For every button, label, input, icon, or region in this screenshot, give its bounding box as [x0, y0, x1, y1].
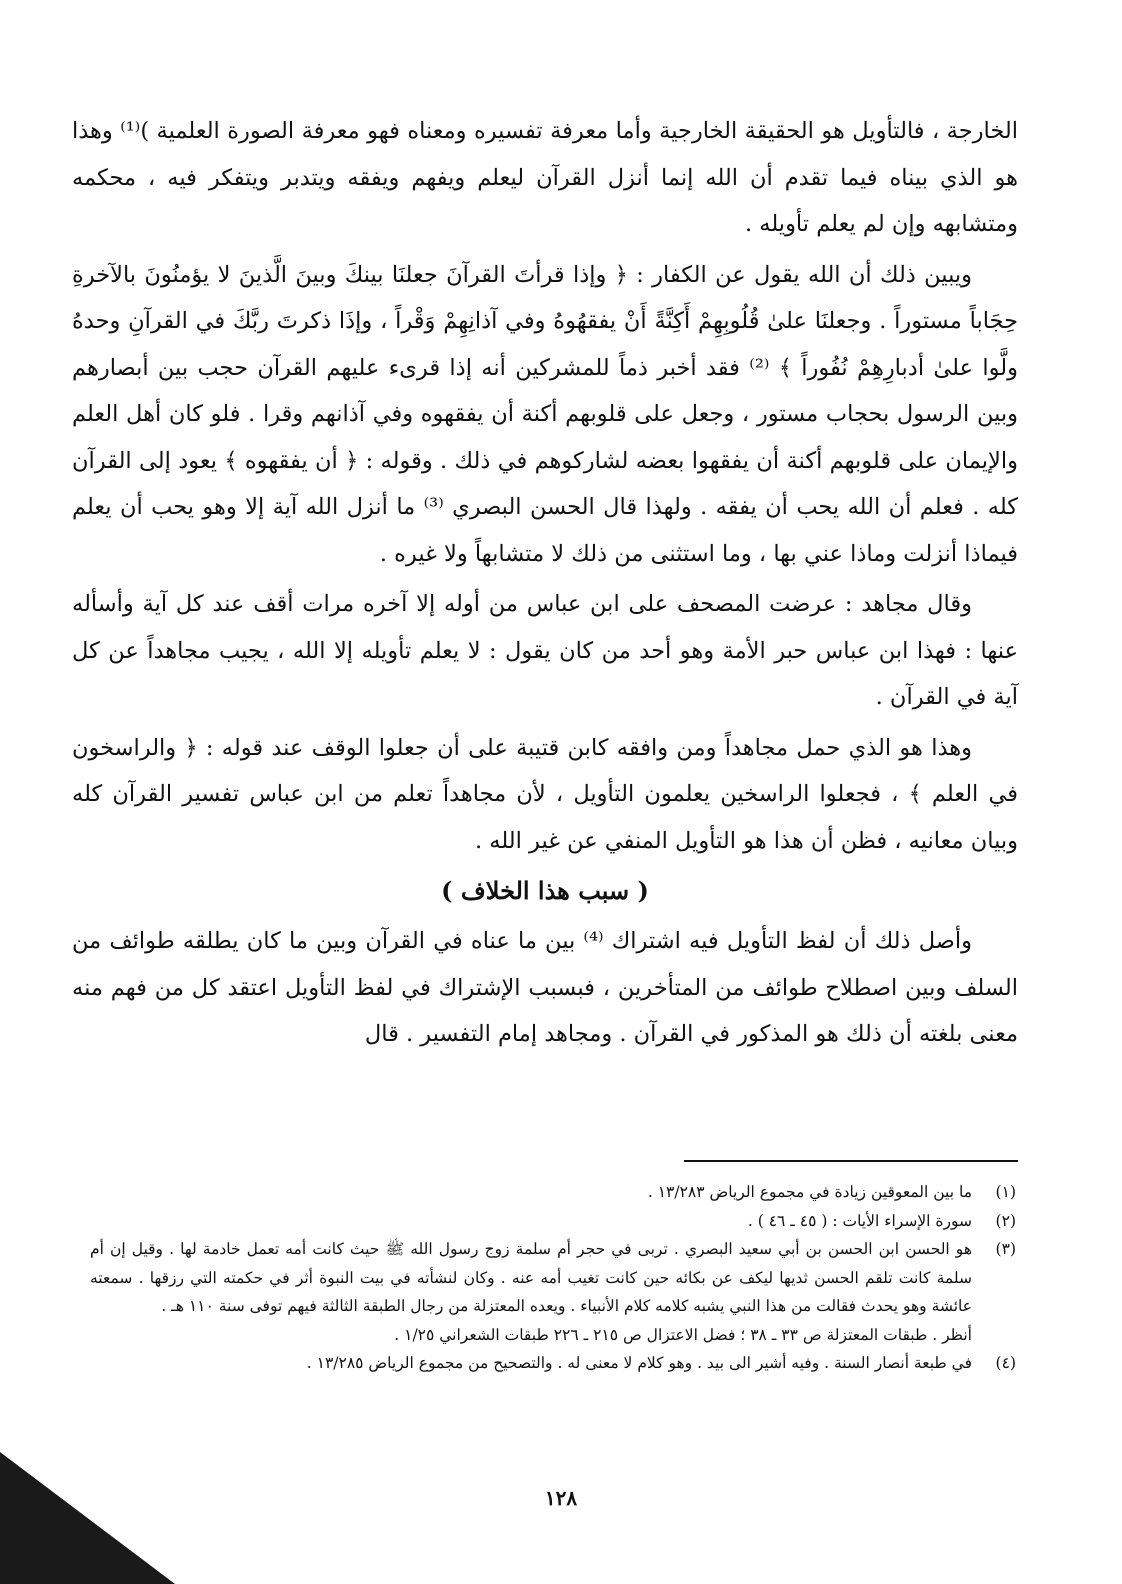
paragraph: وهذا هو الذي حمل مجاهداً ومن وافقه كابن قتيبة على أن جعلوا الوقف عند قوله : ﴿ والراسخون في العلم ﴾ ، فجعلوا الراسخين يعلمون التأويل ، لأن مجاهداً تعلم من ابن عباس تفسير القرآن كله وبيان معانيه ، فظن أن هذا هو التأويل المنفي عن غير الله . [72, 734, 1018, 854]
footnote-text: هو الحسن ابن الحسن بن أبي سعيد البصري . تربى في حجر أم سلمة زوج رسول الله ﷺ حيث كانت أمه تعمل خادمة لها . وقيل إن أم سلمة كانت تلقم الحسن ثديها ليكف عن بكائه حين كانت تغيب أمه عنه . وكان لنشأته في بيت النبوة أثر في حكمته التي رزقها . سمعته عائشة وهو يحدث فقالت من هذا النبي يشبه كلامه كلام الأنبياء . ويعده المعتزلة من رجال الطبقة الثالثة فيهم توفى سنة ١١٠ هـ . [90, 1240, 972, 1315]
footnote-text: أنظر . طبقات المعتزلة ص ٣٣ ـ ٣٨ ؛ فضل الاعتزال ص ٢١٥ ـ ٢٢٦ طبقات الشعراني ١/٢٥ . [394, 1325, 972, 1344]
footnote-number: (٤) [995, 1354, 1016, 1372]
footnote-divider [684, 1160, 1018, 1162]
scan-shadow [0, 1452, 175, 1584]
page-body [72, 108, 1018, 1062]
footnote-1 [90, 1178, 1016, 1207]
main-text-continued [72, 918, 1018, 1058]
footnote-text: سورة الإسراء الأيات : ( ٤٥ ـ ٤٦ ) . [747, 1211, 972, 1230]
footnotes [90, 1178, 1016, 1378]
footnote-3 [90, 1235, 1016, 1321]
footnote-4 [90, 1349, 1016, 1378]
paragraph: وأصل ذلك أن لفظ التأويل فيه اشتراك ⁽⁴⁾ بين ما عناه في القرآن وبين ما كان يطلقه طوائف من السلف وبين اصطلاح طوائف من المتأخرين ، فبسبب الإشتراك في لفظ التأويل اعتقد كل من فهم منه معنى بلغته أن ذلك هو المذكور في القرآن . ومجاهد إمام التفسير . قال [72, 928, 1018, 1047]
paragraph: ويبين ذلك أن الله يقول عن الكفار : ﴿ وإذا قرأتَ القرآنَ جعلنَا بينكَ وبينَ الَّذينَ لا يؤمنُونَ بالآخرةِ حِجَاباً مستوراً . وجعلنَا علىٰ قُلُوبِهِمْ أَكِنَّةً أَنْ يفقهُوهُ وفي آذانِهِمْ وَقْراً ، وإذَا ذكرتَ ربَّكَ في القرآنِ وحدهُ ولَّوا علىٰ أدبارِهِمْ نُفُوراً ﴾ ⁽²⁾ فقد أخبر ذماً للمشركين أنه إذا قرىء عليهم القرآن حجب بين أبصارهم وبين الرسول بحجاب مستور ، وجعل على قلوبهم أكنة أن يفقهوه وفي آذانهم وقرا . فلو كان أهل العلم والإيمان على قلوبهم أكنة أن يفقهوا بعضه لشاركوهم في ذلك . وقوله : ﴿ أن يفقهوه ﴾ يعود إلى القرآن كله . فعلم أن الله يحب أن يفقه . ولهذا قال الحسن البصري ⁽³⁾ ما أنزل الله آية إلا وهو يحب أن يعلم فيماذا أنزلت وماذا عني بها ، وما استثنى من ذلك لا متشابهاً ولا غيره . [72, 261, 1019, 567]
footnote-text: ما بين المعوقين زيادة في مجموع الرياض ١٣/٢٨٣ . [647, 1183, 972, 1201]
footnote-number: (١) [995, 1183, 1016, 1201]
paragraph: وقال مجاهد : عرضت المصحف على ابن عباس من أوله إلا آخره مرات أقف عند كل آية وأسأله عنها : فهذا ابن عباس حبر الأمة وهو أحد من كان يقول : لا يعلم تأويله إلا الله ، يجيب مجاهداً عن كل آية في القرآن . [72, 591, 1018, 710]
footnote-number: (٣) [995, 1240, 1016, 1258]
footnote-number: (٢) [995, 1211, 1016, 1230]
footnote-3-reference [90, 1321, 1016, 1350]
page-number: ١٢٨ [544, 1486, 578, 1510]
main-text [72, 108, 1018, 864]
paragraph: الخارجة ، فالتأويل هو الحقيقة الخارجية وأما معرفة تفسيره ومعناه فهو معرفة الصورة العلمية )⁽¹⁾ وهذا هو الذي بيناه فيما تقدم أن الله إنما أنزل القرآن ليعلم ويفهم ويفقه ويتدبر ويتفكر فيه ، محكمه ومتشابهه وإن لم يعلم تأويله . [72, 118, 1018, 237]
footnote-2 [90, 1207, 1016, 1236]
footnote-text: في طبعة أنصار السنة . وفيه أشير الى بيد . وهو كلام لا معنى له . والتصحيح من مجموع الرياض ١٣/٢٨٥ . [306, 1354, 972, 1372]
section-heading: ( سبب هذا الخلاف ) [441, 876, 649, 905]
